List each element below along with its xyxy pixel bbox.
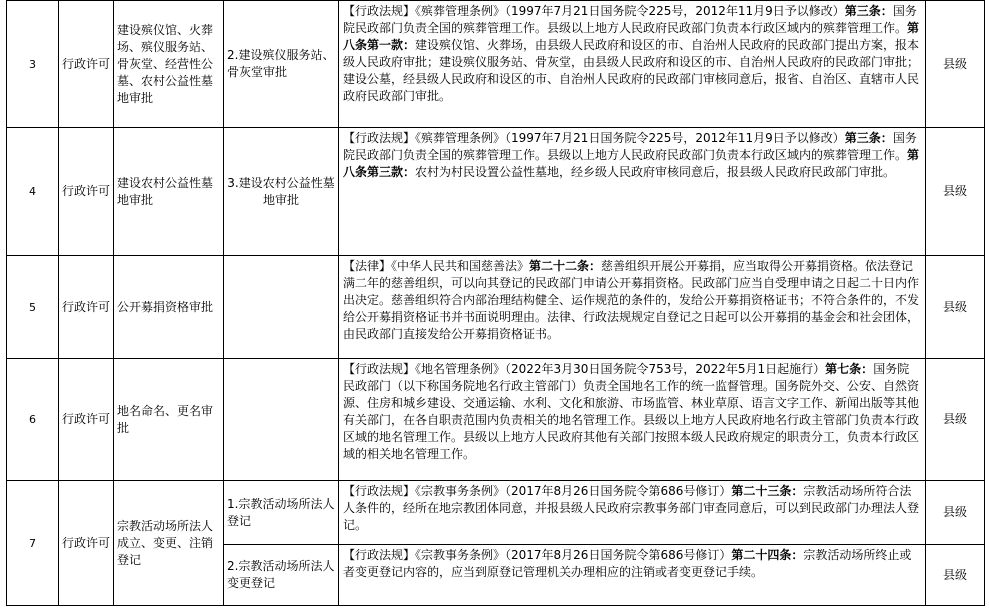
legal-basis [339,481,926,545]
article-number: 第八条第一款： [343,21,920,52]
row-number: 3 [7,1,59,128]
sub-item-name [224,359,339,481]
item-name: 公开募捐资格审批 [114,256,224,359]
table-row [7,256,985,359]
sub-item-name: 2.宗教活动场所法人变更登记 [224,545,339,606]
basis-text: 【行政法规】《宗教事务条例》（2017年8月26日国务院令第686号修订） [343,548,732,562]
exercise-level: 县级 [926,1,985,128]
row-number: 4 [7,128,59,256]
table-row [7,481,985,545]
basis-text: 【法律】《中华人民共和国慈善法》 [343,259,530,273]
item-name: 建设殡仪馆、火葬场、殡仪服务站、骨灰堂、经营性公墓、农村公益性墓地审批 [114,1,224,128]
basis-text: 慈善组织开展公开募捐，应当取得公开募捐资格。依法登记满二年的慈善组织，可以向其登记的民政部门申请公开募捐资格。民政部门应当自受理申请之日起二十日内作出决定。慈善组织符合内部治理结构健全、运作规范的条件的，发给公开募捐资格证书；不符合条件的，不发给公开募捐资格证书并书面说明理由。法律、行政法规规定自登记之日起可以公开募捐的基金会和社会团体，由民政部门直接发给公开募捐资格证书。 [343,259,920,341]
authority-list-table [6,0,985,606]
article-number: 第二十四条： [731,548,804,562]
basis-text: 【行政法规】《殡葬管理条例》（1997年7月21日国务院令225号，2012年11月9日予以修改） [343,4,845,18]
exercise-level: 县级 [926,545,985,606]
basis-text: 国务院民政部门负责全国的殡葬管理工作。县级以上地方人民政府民政部门负责本行政区域内的殡葬管理工作。 [343,4,917,35]
row-number: 5 [7,256,59,359]
basis-text: 农村为村民设置公益性墓地，经乡级人民政府审核同意后，报县级人民政府民政部门审批。 [415,165,896,179]
item-name: 宗教活动场所法人成立、变更、注销登记 [114,481,224,606]
basis-text: 建设殡仪馆、火葬场，由县级人民政府和设区的市、自治州人民政府的民政部门提出方案，报本级人民政府审批；建设殡仪服务站、骨灰堂，由县级人民政府和设区的市、自治州人民政府的民政部门审批；建设公墓，经县级人民政府和设区的市、自治州人民政府的民政部门审核同意后，报省、自治区、直辖市人民政府民政部门审批。 [343,38,920,103]
item-name: 地名命名、更名审批 [114,359,224,481]
legal-basis [339,545,926,606]
exercise-level: 县级 [926,481,985,545]
basis-text: 国务院民政部门负责全国的殡葬管理工作。县级以上地方人民政府民政部门负责本行政区域内的殡葬管理工作。 [343,131,917,162]
basis-text: 宗教活动场所符合法人条件的，经所在地宗教团体同意，并报县级人民政府宗教事务部门审查同意后，可以到民政部门办理法人登记。 [343,484,920,532]
legal-basis [339,128,926,256]
sub-item-name [224,256,339,359]
sub-item-name: 3.建设农村公益性墓地审批 [224,128,339,256]
power-type: 行政许可 [59,1,114,128]
row-number: 7 [7,481,59,606]
table-row [7,1,985,128]
power-type: 行政许可 [59,481,114,606]
article-number: 第二十三条： [731,484,804,498]
article-number: 第二十二条： [529,259,602,273]
article-number: 第三条： [844,131,893,145]
article-number: 第八条第三款： [343,148,920,179]
legal-basis [339,1,926,128]
basis-text: 宗教活动场所终止或者变更登记内容的，应当到原登记管理机关办理相应的注销或者变更登记手续。 [343,548,912,579]
exercise-level: 县级 [926,256,985,359]
power-type: 行政许可 [59,359,114,481]
basis-text: 【行政法规】《地名管理条例》（2022年3月30日国务院令753号，2022年5月1日起施行） [343,362,826,376]
table-row [7,128,985,256]
basis-text: 【行政法规】《殡葬管理条例》（1997年7月21日国务院令225号，2012年11月9日予以修改） [343,131,845,145]
sub-item-name: 1.宗教活动场所法人登记 [224,481,339,545]
power-type: 行政许可 [59,128,114,256]
table-body [7,1,985,606]
exercise-level: 县级 [926,128,985,256]
power-type: 行政许可 [59,256,114,359]
table-row [7,359,985,481]
legal-basis [339,256,926,359]
basis-text: 国务院民政部门（以下称国务院地名行政主管部门）负责全国地名工作的统一监督管理。国务院外交、公安、自然资源、住房和城乡建设、交通运输、水利、文化和旅游、市场监管、林业草原、语言文字工作、新闻出版等其他有关部门，在各自职责范围内负责相关的地名管理工作。县级以上地方人民政府地名行政主管部门负责本行政区域的地名管理工作。县级以上地方人民政府其他有关部门按照本级人民政府规定的职责分工，负责本行政区域的相关地名管理工作。 [343,362,920,461]
exercise-level: 县级 [926,359,985,481]
row-number: 6 [7,359,59,481]
item-name: 建设农村公益性墓地审批 [114,128,224,256]
article-number: 第三条： [844,4,893,18]
legal-basis [339,359,926,481]
sub-item-name: 2.建设殡仪服务站、骨灰堂审批 [224,1,339,128]
basis-text: 【行政法规】《宗教事务条例》（2017年8月26日国务院令第686号修订） [343,484,732,498]
article-number: 第七条： [825,362,874,376]
